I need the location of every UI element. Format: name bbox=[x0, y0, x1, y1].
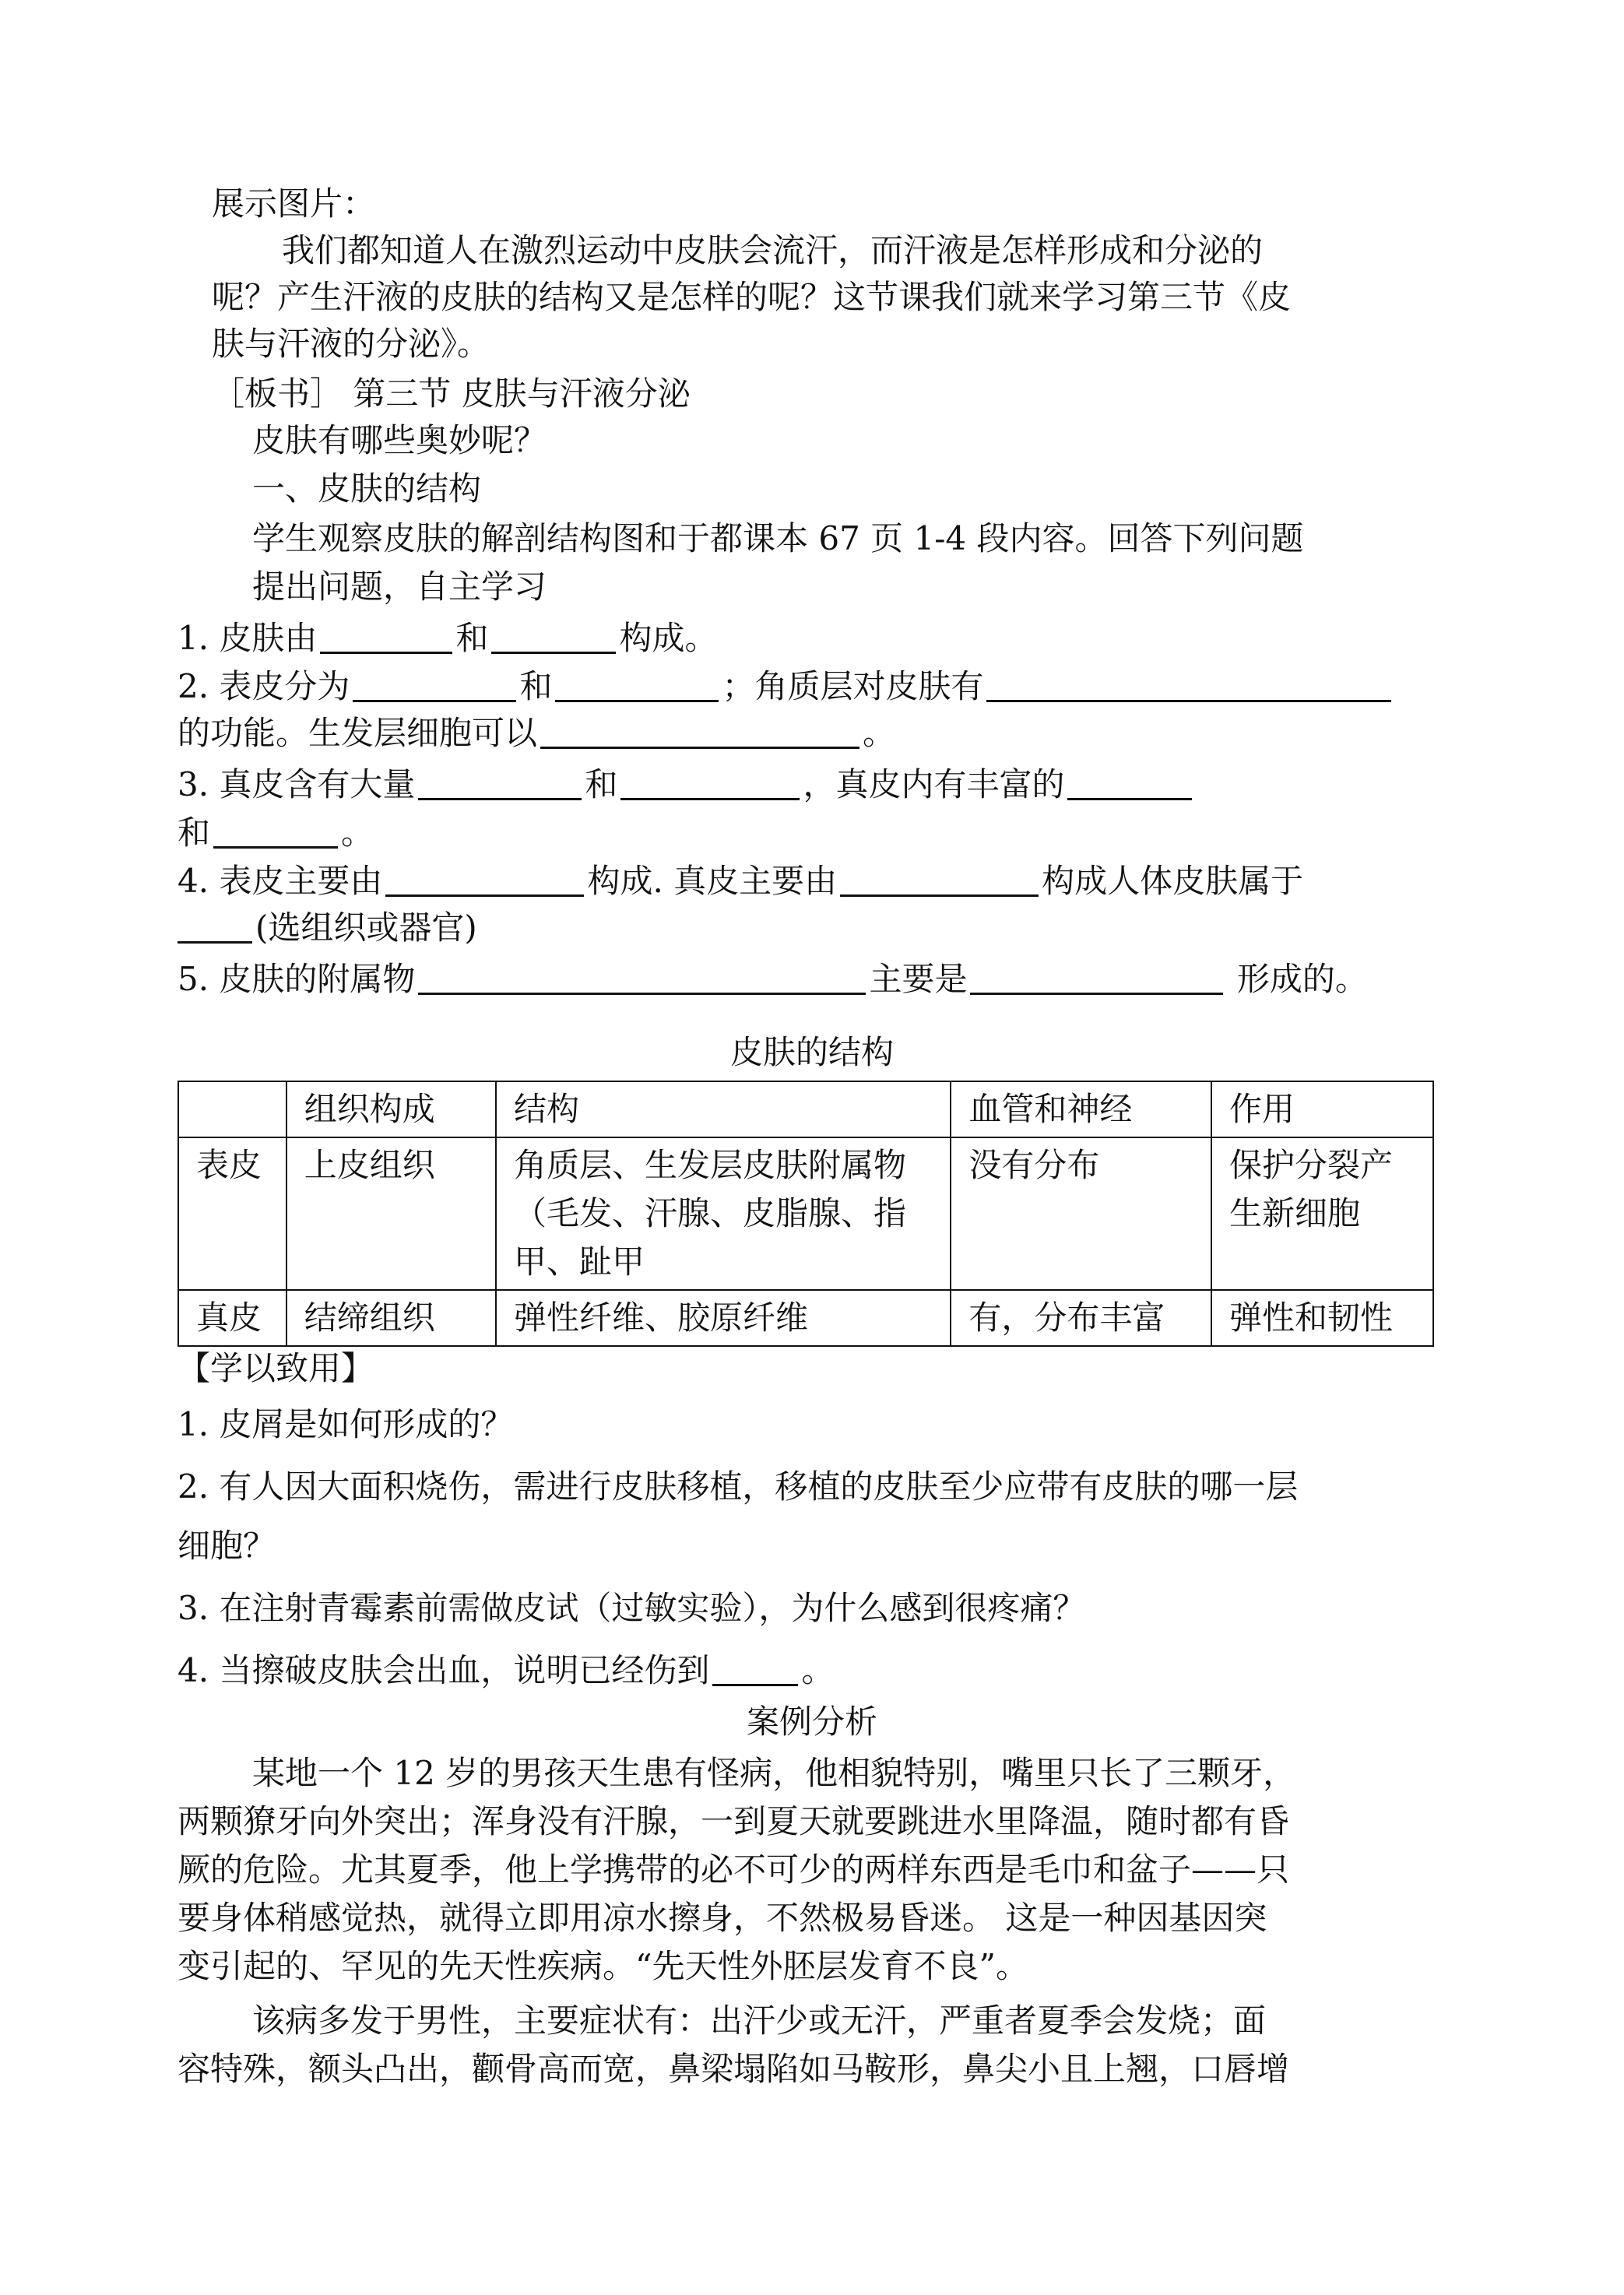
table-cell: 保护分裂产生新细胞 bbox=[1211, 1137, 1433, 1290]
answer-blank[interactable] bbox=[178, 907, 252, 944]
answer-blank[interactable] bbox=[712, 1650, 798, 1686]
table-header-cell: 组织构成 bbox=[286, 1081, 496, 1137]
fill-question-2: 2. 表皮分为 和 ；角质层对皮肤有 bbox=[178, 663, 1394, 710]
case-title: 案例分析 bbox=[746, 1703, 877, 1741]
answer-blank[interactable] bbox=[970, 958, 1223, 995]
answer-blank[interactable] bbox=[491, 617, 616, 654]
fill-question-4: 4. 表皮主要由 构成. 真皮主要由 构成人体皮肤属于 bbox=[178, 862, 1304, 900]
table-header-row bbox=[178, 1081, 1433, 1137]
fill-question-5: 5. 皮肤的附属物 主要是 形成的。 bbox=[178, 960, 1368, 998]
case-paragraph-line: 容特殊，额头凸出，颧骨高而宽，鼻梁塌陷如马鞍形，鼻尖小且上翘，口唇增 bbox=[178, 2050, 1290, 2088]
instruction-line: 学生观察皮肤的解剖结构图和于都课本 67 页 1-4 段内容。回答下列问题 bbox=[252, 519, 1304, 557]
fill-question-3: 3. 真皮含有大量 和 ，真皮内有丰富的 bbox=[178, 761, 1195, 808]
table-cell: 真皮 bbox=[178, 1290, 286, 1346]
section-heading: 一、皮肤的结构 bbox=[252, 469, 482, 508]
apply-question-4: 4. 当擦破皮肤会出血，说明已经伤到 。 bbox=[178, 1651, 835, 1689]
fill-question-2-cont: 的功能。生发层细胞可以 。 bbox=[178, 714, 896, 752]
board-heading: ［板书］ 第三节 皮肤与汗液分泌 bbox=[212, 374, 691, 413]
fill-question-1: 1. 皮肤由 和 构成。 bbox=[178, 619, 718, 657]
skin-structure-table bbox=[178, 1081, 1434, 1347]
self-study-line: 提出问题，自主学习 bbox=[252, 568, 547, 606]
table-header-cell: 结构 bbox=[496, 1081, 951, 1137]
table-title: 皮肤的结构 bbox=[729, 1033, 894, 1071]
intro-paragraph-line: 肤与汗液的分泌》。 bbox=[212, 325, 490, 363]
fill-question-4-cont: (选组织或器官) bbox=[178, 905, 477, 951]
table-cell: 弹性纤维、胶原纤维 bbox=[496, 1290, 951, 1346]
answer-blank[interactable] bbox=[385, 860, 584, 897]
table-cell: 角质层、生发层皮肤附属物（毛发、汗腺、皮脂腺、指甲、趾甲 bbox=[496, 1137, 951, 1290]
answer-blank[interactable] bbox=[418, 958, 866, 995]
table-cell: 上皮组织 bbox=[286, 1137, 496, 1290]
answer-blank[interactable] bbox=[555, 666, 719, 702]
answer-blank[interactable] bbox=[213, 812, 338, 849]
answer-blank[interactable] bbox=[620, 764, 800, 800]
answer-blank[interactable] bbox=[353, 666, 516, 702]
apply-question-2-cont: 细胞？ bbox=[178, 1527, 276, 1565]
table-cell: 弹性和韧性 bbox=[1211, 1290, 1433, 1346]
table-header-cell: 血管和神经 bbox=[951, 1081, 1211, 1137]
case-paragraph-line: 要身体稍感觉热，就得立即用凉水擦身，不然极易昏迷。 这是一种因基因突 bbox=[178, 1899, 1267, 1937]
case-paragraph-line: 厥的危险。尤其夏季，他上学携带的必不可少的两样东西是毛巾和盆子——只 bbox=[178, 1850, 1290, 1889]
case-paragraph-line: 变引起的、罕见的先天性疾病。“先天性外胚层发育不良”。 bbox=[178, 1947, 1028, 1985]
answer-blank[interactable] bbox=[986, 666, 1391, 702]
table-header-cell: 作用 bbox=[1211, 1081, 1433, 1137]
answer-blank[interactable] bbox=[1067, 764, 1192, 800]
apply-question-2: 2. 有人因大面积烧伤，需进行皮肤移植，移植的皮肤至少应带有皮肤的哪一层 bbox=[178, 1467, 1299, 1506]
answer-blank[interactable] bbox=[418, 764, 582, 800]
apply-question-1: 1. 皮屑是如何形成的？ bbox=[178, 1405, 514, 1443]
answer-blank[interactable] bbox=[540, 712, 859, 749]
case-paragraph-line: 两颗獠牙向外突出；浑身没有汗腺，一到夏天就要跳进水里降温，随时都有昏 bbox=[178, 1802, 1290, 1840]
case-paragraph-line: 某地一个 12 岁的男孩天生患有怪病，他相貌特别，嘴里只长了三颗牙， bbox=[252, 1754, 1296, 1792]
apply-heading: 【学以致用】 bbox=[178, 1349, 374, 1387]
show-pictures-label: 展示图片： bbox=[212, 185, 376, 223]
case-paragraph-line: 该病多发于男性，主要症状有：出汗少或无汗，严重者夏季会发烧；面 bbox=[252, 2002, 1267, 2040]
intro-paragraph-line: 呢？产生汗液的皮肤的结构又是怎样的呢？这节课我们就来学习第三节《皮 bbox=[212, 278, 1292, 316]
table-cell: 有，分布丰富 bbox=[951, 1290, 1211, 1346]
answer-blank[interactable] bbox=[840, 860, 1039, 897]
table-header-cell bbox=[178, 1081, 286, 1137]
answer-blank[interactable] bbox=[320, 617, 452, 654]
apply-question-3: 3. 在注射青霉素前需做皮试（过敏实验），为什么感到很疼痛？ bbox=[178, 1589, 1086, 1627]
fill-question-3-cont: 和 。 bbox=[178, 814, 374, 852]
table-row bbox=[178, 1137, 1433, 1290]
table-cell: 没有分布 bbox=[951, 1137, 1211, 1290]
question-line: 皮肤有哪些奥妙呢？ bbox=[252, 421, 547, 459]
table-cell: 表皮 bbox=[178, 1137, 286, 1290]
table-row bbox=[178, 1290, 1433, 1346]
intro-paragraph-line: 我们都知道人在激烈运动中皮肤会流汗，而汗液是怎样形成和分泌的 bbox=[282, 231, 1264, 269]
table-cell: 结缔组织 bbox=[286, 1290, 496, 1346]
